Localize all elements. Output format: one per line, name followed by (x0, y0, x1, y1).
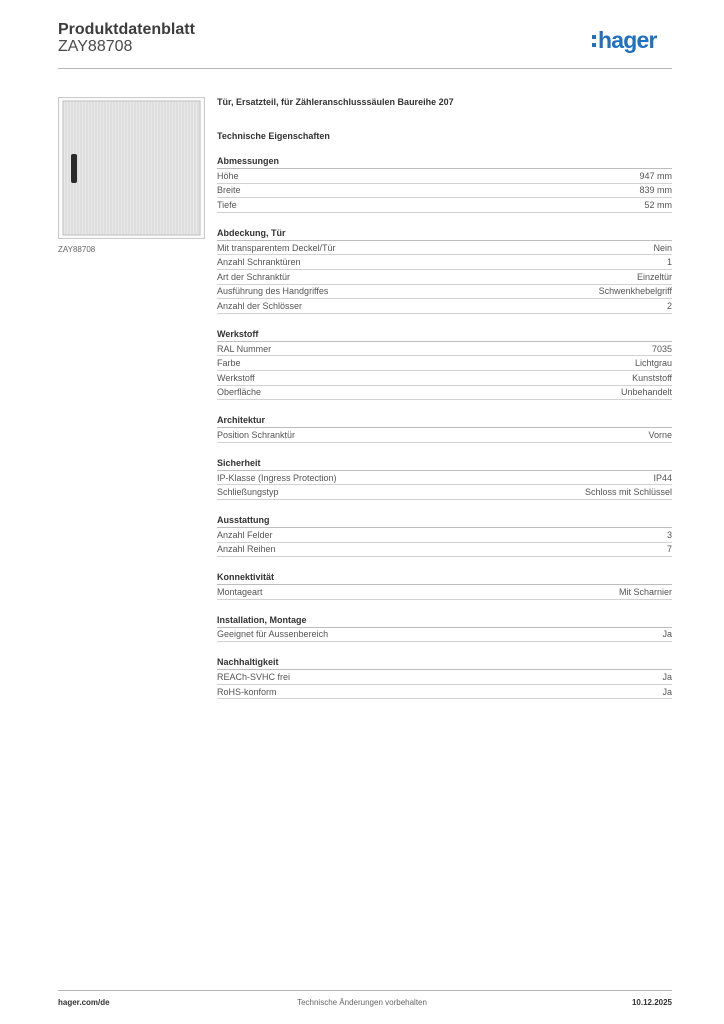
spec-label: Ausführung des Handgriffes (217, 286, 329, 297)
spec-label: Geeignet für Aussenbereich (217, 629, 329, 640)
spec-label: Anzahl Schranktüren (217, 257, 301, 268)
spec-label: Anzahl Reihen (217, 544, 276, 555)
spec-label: Tiefe (217, 199, 237, 210)
door-handle (71, 154, 77, 183)
spec-label: Schließungstyp (217, 487, 279, 498)
spec-row (217, 285, 672, 300)
footer-notice: Technische Änderungen vorbehalten (297, 998, 427, 1007)
spec-label: Mit transparentem Deckel/Tür (217, 242, 336, 253)
spec-value: IP44 (653, 472, 672, 483)
spec-section (217, 227, 672, 314)
spec-label: Oberfläche (217, 387, 262, 398)
spec-value: Ja (662, 672, 672, 683)
spec-value: Kunststoff (632, 372, 672, 383)
page-title: Produktdatenblatt (58, 21, 195, 38)
spec-row (217, 386, 672, 401)
section-title: Abdeckung, Tür (217, 227, 672, 241)
spec-value: Ja (662, 686, 672, 697)
spec-row (217, 299, 672, 314)
spec-value: Schloss mit Schlüssel (584, 487, 672, 498)
image-caption: ZAY88708 (58, 245, 96, 254)
spec-value: 947 mm (639, 170, 672, 181)
spec-row (217, 255, 672, 270)
product-description: Tür, Ersatzteil, für Zähleranschlusssäulen Baureihe 207 (217, 97, 454, 107)
product-details (217, 96, 672, 699)
spec-label: Art der Schranktür (217, 271, 291, 282)
brand-wordmark: hager (598, 27, 657, 53)
spec-value: Mit Scharnier (618, 586, 672, 597)
spec-value: Schwenkhebelgriff (598, 286, 672, 297)
spec-label: IP-Klasse (Ingress Protection) (217, 472, 337, 483)
section-title: Werkstoff (217, 328, 672, 342)
spec-row (217, 356, 672, 371)
technical-heading: Technische Eigenschaften (217, 131, 330, 141)
spec-row (217, 241, 672, 256)
spec-section (217, 514, 672, 557)
spec-value: 839 mm (639, 185, 672, 196)
hager-logo (592, 26, 674, 56)
spec-row (217, 685, 672, 700)
footer-divider (58, 990, 672, 991)
spec-row (217, 485, 672, 500)
spec-sections (217, 155, 672, 699)
spec-value: Unbehandelt (620, 387, 672, 398)
spec-row (217, 585, 672, 600)
spec-section (217, 457, 672, 500)
spec-row (217, 528, 672, 543)
section-title: Abmessungen (217, 155, 672, 169)
spec-label: Anzahl Felder (217, 529, 273, 540)
spec-section (217, 656, 672, 699)
spec-label: RoHS-konform (217, 686, 277, 697)
spec-row (217, 543, 672, 558)
footer-website[interactable]: hager.com/de (58, 998, 110, 1007)
spec-row (217, 270, 672, 285)
spec-label: Anzahl der Schlösser (217, 300, 303, 311)
spec-row (217, 342, 672, 357)
spec-value: Vorne (648, 429, 672, 440)
spec-row (217, 471, 672, 486)
spec-value: Einzeltür (636, 271, 672, 282)
product-image (58, 97, 205, 239)
spec-section (217, 571, 672, 600)
spec-label: Breite (217, 185, 241, 196)
section-title: Installation, Montage (217, 614, 672, 628)
spec-label: Höhe (217, 170, 239, 181)
spec-label: Werkstoff (217, 372, 255, 383)
spec-label: Position Schranktür (217, 429, 296, 440)
spec-value: Nein (653, 242, 672, 253)
spec-section (217, 414, 672, 443)
spec-row (217, 169, 672, 184)
spec-section (217, 614, 672, 643)
spec-row (217, 428, 672, 443)
spec-value: 1 (666, 257, 672, 268)
spec-section (217, 328, 672, 400)
spec-row (217, 670, 672, 685)
section-title: Ausstattung (217, 514, 672, 528)
section-title: Konnektivität (217, 571, 672, 585)
spec-label: REACh-SVHC frei (217, 672, 291, 683)
section-title: Architektur (217, 414, 672, 428)
spec-label: RAL Nummer (217, 343, 272, 354)
spec-label: Farbe (217, 358, 241, 369)
spec-value: Lichtgrau (634, 358, 672, 369)
section-title: Sicherheit (217, 457, 672, 471)
spec-label: Montageart (217, 586, 263, 597)
spec-row (217, 628, 672, 643)
footer-date: 10.12.2025 (631, 998, 672, 1007)
spec-value: 52 mm (644, 199, 672, 210)
spec-value: 3 (666, 529, 672, 540)
spec-value: 7 (666, 544, 672, 555)
spec-row (217, 198, 672, 213)
spec-value: Ja (662, 629, 672, 640)
product-code: ZAY88708 (58, 38, 133, 55)
spec-row (217, 184, 672, 199)
spec-value: 2 (666, 300, 672, 311)
section-title: Nachhaltigkeit (217, 656, 672, 670)
header-divider (58, 68, 672, 69)
spec-value: 7035 (651, 343, 672, 354)
spec-section (217, 155, 672, 213)
spec-row (217, 371, 672, 386)
